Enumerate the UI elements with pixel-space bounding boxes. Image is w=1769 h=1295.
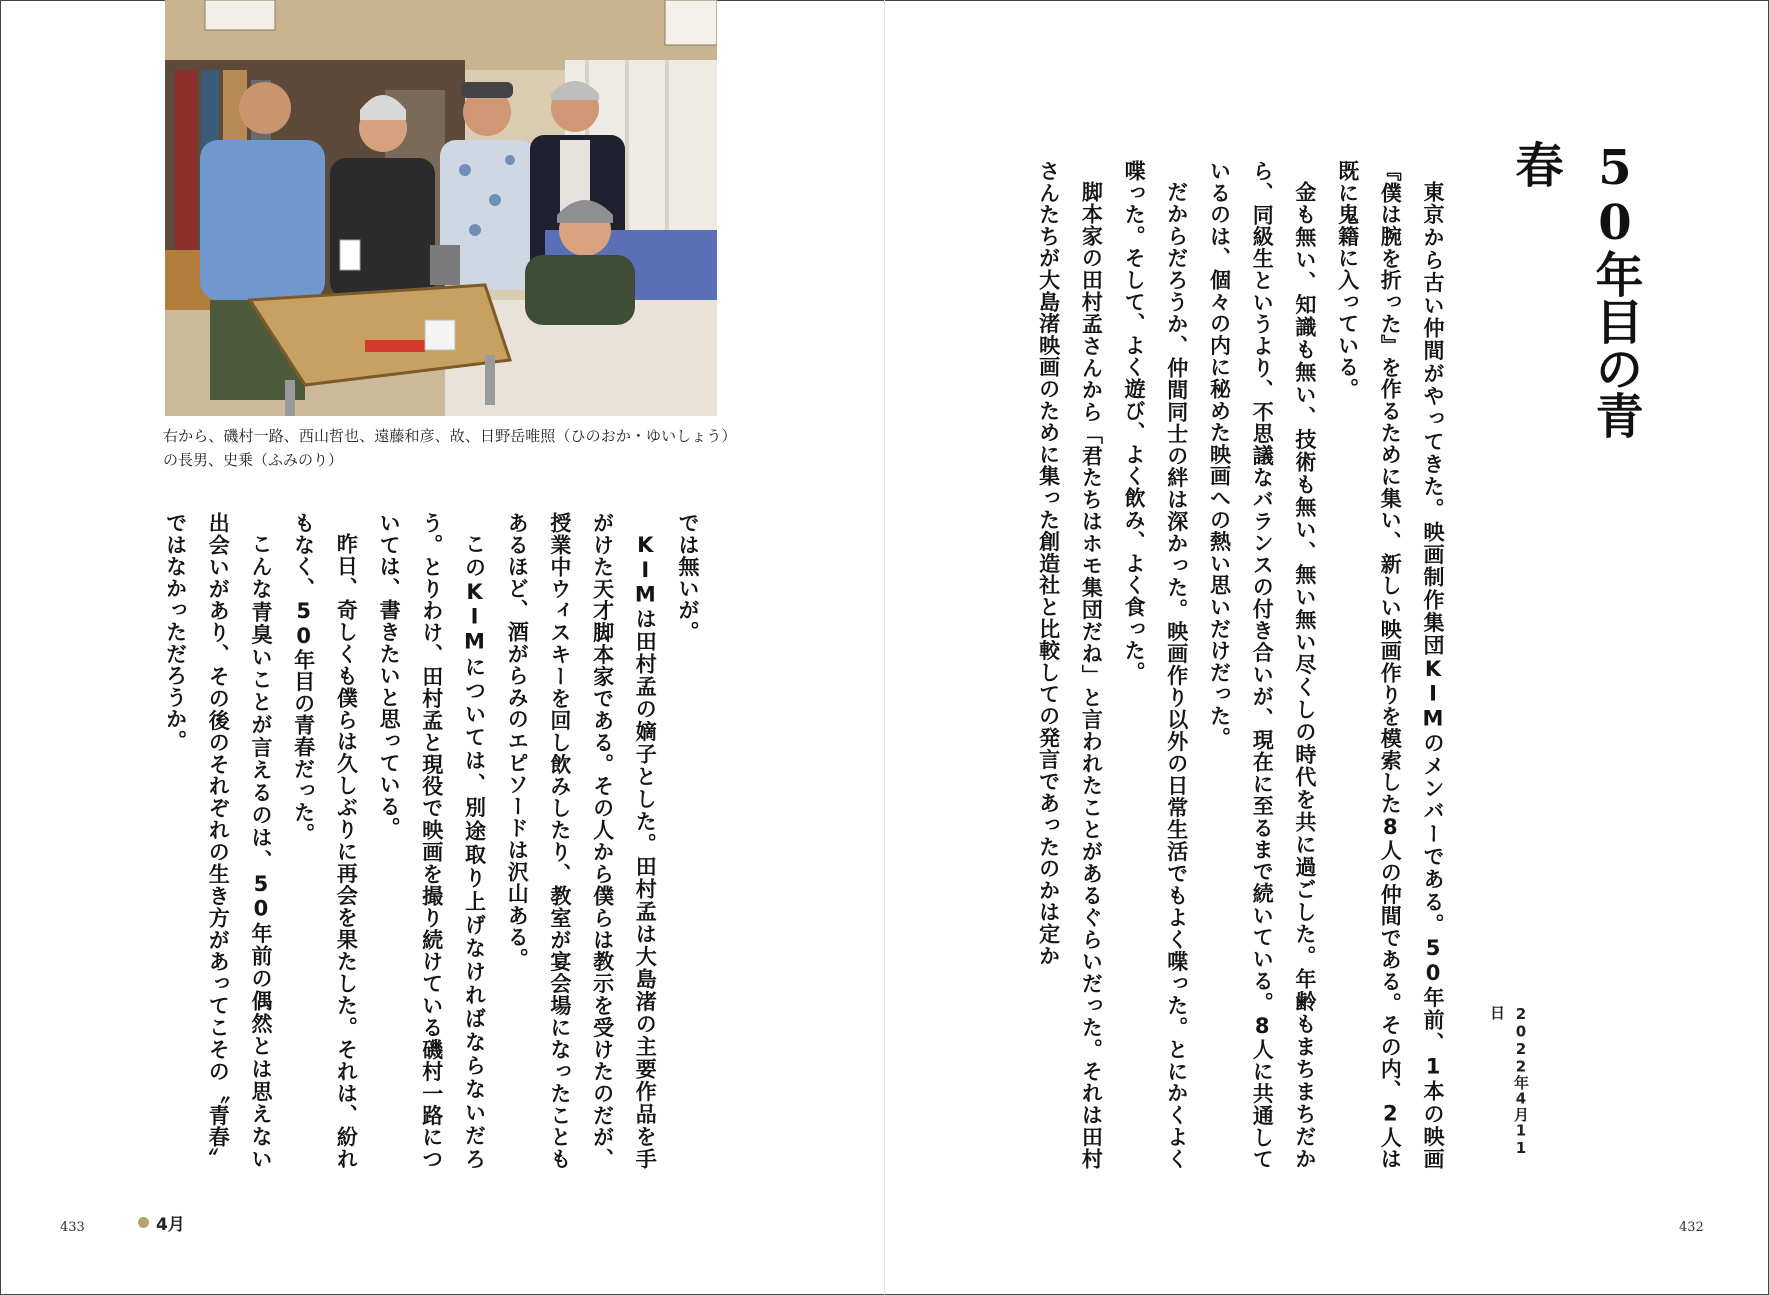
page-title: 50年目の青春 — [1507, 140, 1643, 438]
bullet-dot-icon — [138, 1217, 149, 1228]
paragraph: では無いが。 — [676, 512, 700, 643]
paragraph: だからだろうか、仲間同士の絆は深かった。映画作り以外の日常生活でもよく喋った。とにかくよく喋った。そして、よく遊び、よく飲み、よく食った。 — [1122, 160, 1189, 1170]
group-photo — [165, 0, 717, 416]
paragraph: 東京から古い仲間がやってきた。映画制作集団KIMのメンバーである。50年前、1本の映画『僕は腕を折った』を作るために集い、新しい映画作りを模索した8人の仲間である。その内、2人は既に鬼籍に入っている。 — [1335, 160, 1445, 1170]
photo-caption: 右から、磯村一路、西山哲也、遠藤和彦、故、日野岳唯照（ひのおか・ゆいしょう）の長男、史乗（ふみのり） — [163, 427, 729, 469]
body-text-left — [131, 512, 709, 1170]
page-number-right: 432 — [1679, 1220, 1704, 1235]
month-label — [138, 1210, 185, 1235]
paragraph: 昨日、奇しくも僕らは久しぶりに再会を果たした。それは、紛れもなく、50年目の青春だった。 — [291, 512, 359, 1170]
gutter — [884, 0, 885, 1295]
paragraph: こんな青臭いことが言えるのは、50年前の偶然とは思えない出会いがあり、その後のそれぞれの生き方があってこその〝青春〟ではなかっただろうか。 — [163, 512, 273, 1170]
entry-date: 2022年4月11日 — [1488, 1005, 1530, 1157]
page-number-left: 433 — [60, 1220, 85, 1235]
paragraph: 脚本家の田村孟さんから「君たちはホモ集団だね」と言われたことがあるぐらいだった。それは田村さんたちが大島渚映画のために集った創造社と比較しての発言であったのかは定か — [1036, 160, 1104, 1170]
paragraph: このKIMについては、別途取り上げなければならないだろう。とりわけ、田村孟と現役で映画を撮り続けている磯村一路については、書きたいと思っている。 — [377, 512, 487, 1170]
paragraph: 金も無い、知識も無い、技術も無い、無い無い尽くしの時代を共に過ごした。年齢もまちまちだから、同級生というより、不思議なバランスの付き合いが、現在に至るまで続いている。8人に共通しているのは、個々の内に秘めた映画への熱い思いだけだった。 — [1207, 160, 1317, 1170]
body-text-right — [1026, 160, 1454, 1170]
month-text: 4月 — [156, 1215, 185, 1235]
group-photo-illustration — [165, 0, 717, 416]
paragraph: KIMは田村孟の嫡子とした。田村孟は大島渚の主要作品を手がけた天才脚本家である。その人から僕らは教示を受けたのだが、授業中ウィスキーを回し飲みしたり、教室が宴会場になったこともあるほど、酒がらみのエピソードは沢山ある。 — [505, 512, 658, 1170]
